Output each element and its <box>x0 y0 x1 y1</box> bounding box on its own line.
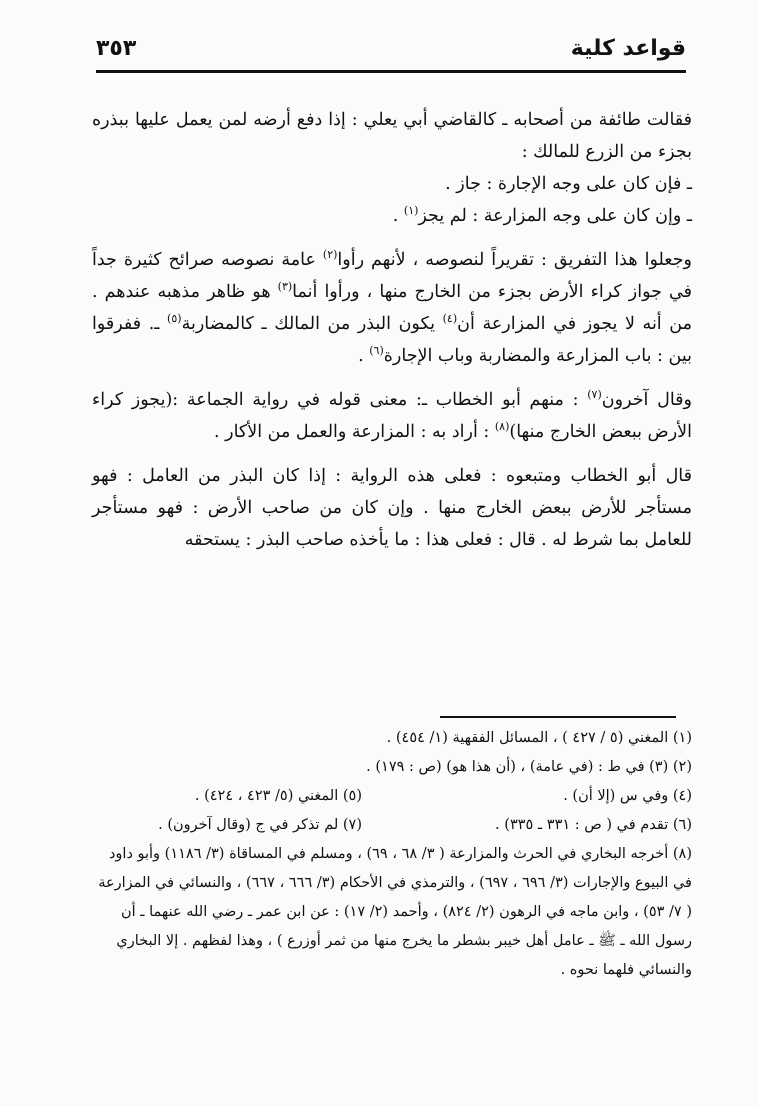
running-title: قواعد كلية <box>570 36 686 61</box>
footnote-7: (٧) لم تذكر في ج (وقال آخرون) . <box>158 817 362 833</box>
footnote-rule <box>440 716 676 718</box>
paragraph-3-text: ـ وإن كان على وجه المزارعة : لم يجز <box>418 206 692 226</box>
running-header <box>96 36 686 66</box>
footnote-row-6-7 <box>92 811 692 840</box>
paragraph-3-end: . <box>392 206 404 226</box>
footnote-ref-6: (٦) <box>369 344 384 358</box>
paragraph-5-text-a: وقال آخرون <box>601 390 692 410</box>
paragraph-2: ـ فإن كان على وجه الإجارة : جاز . <box>445 174 692 194</box>
footnote-1: (١) المغني (٥ / ٤٢٧ ) ، المسائل الفقهية (١/ ٤٥٤) . <box>386 730 692 746</box>
paragraph-1: فقالت طائفة من أصحابه ـ كالقاضي أبي يعلي : إذا دفع أرضه لمن يعمل عليها ببذره بجزء من الزرع للمالك : <box>92 110 692 162</box>
footnote-6: (٦) تقدم في ( ص : ٣٣١ ـ ٣٣٥) . <box>495 817 692 833</box>
footnote-ref-4: (٤) <box>442 312 458 326</box>
paragraph-5 <box>92 384 692 448</box>
paragraph-4-text-c: هو ظاهر مذهبه عندهم . من أنه لا يجوز في المزارعة أن <box>92 282 692 334</box>
paragraph-4-text-f: . <box>358 346 370 366</box>
footnote-ref-1: (١) <box>403 204 419 218</box>
paragraph-4-text-e: ـ. ففرقوا بين : باب المزارعة والمضاربة وباب الإجارة <box>92 314 692 366</box>
paragraph-3 <box>92 200 692 232</box>
paragraph-6: قال أبو الخطاب ومتبعوه : فعلى هذه الرواية : إذا كان البذر من العامل : فهو مستأجر للأرض ببعض الخارج منها . وإن كان من صاحب الأرض : فهو مستأجر للعامل بما شرط له . قال : فعلى هذا : ما يأخذه صاحب البذر : يستحقه <box>92 466 692 550</box>
footnote-ref-3: (٣) <box>277 280 293 294</box>
paragraph-4-text-a: وجعلوا هذا التفريق : تقريراً لنصوصه ، لأنهم رأوا <box>337 250 692 270</box>
paragraph-5-text-c: : أراد به : المزارعة والعمل من الأكار . <box>214 422 495 442</box>
footnote-2-3: (٢) (٣) في ط : (في عامة) ، (أن هذا هو) (ص : ١٧٩) . <box>366 759 692 775</box>
footnote-ref-8: (٨) <box>494 420 510 434</box>
footnote-row-4-5 <box>92 782 692 811</box>
footnote-4: (٤) وفي س (إلا أن) . <box>563 788 692 804</box>
paragraph-4-text-d: يكون البذر من المالك ـ كالمضاربة <box>181 314 443 334</box>
paragraph-5-text-b: : منهم أبو الخطاب ـ: معنى قوله في رواية الجماعة :(يجوز كراء الأرض ببعض الخارج منها) <box>92 390 692 442</box>
paragraph-4-text-b: عامة نصوصه صرائح كثيرة جداً في جواز كراء الأرض بجزء من الخارج منها ، ورأوا أنما <box>92 250 692 302</box>
header-rule <box>96 70 686 73</box>
page-number: ٣٥٣ <box>96 36 137 61</box>
footnote-5: (٥) المغني (٥/ ٤٢٣ ، ٤٢٤) . <box>194 788 362 804</box>
main-text <box>92 104 692 568</box>
footnote-ref-2: (٢) <box>322 248 338 262</box>
footnote-8: (٨) أخرجه البخاري في الحرث والمزارعة ( ٣/ ٦٨ ، ٦٩) ، ومسلم في المساقاة (٣/ ١١٨٦) وأبو داود في البيوع والإجارات (٣/ ٦٩٦ ، ٦٩٧) ، والترمذي في الأحكام (٣/ ٦٦٦ ، ٦٦٧) ، والنسائي في المزارعة ( ٧/ ٥٣) ، وابن ماجه في الرهون (٢/ ٨٢٤) ، وأحمد (٢/ ١٧) : عن ابن عمر ـ رضي الله عنهما ـ أن رسول الله ـ ﷺ ـ عامل أهل خيبر بشطر ما يخرج منها من ثمر أوزرع ) ، وهذا لفظهم . إلا البخاري والنسائي فلهما نحوه . <box>98 846 692 978</box>
paragraph-4 <box>92 244 692 372</box>
footnote-ref-7: (٧) <box>587 388 602 402</box>
footnotes <box>92 724 692 985</box>
footnote-ref-5: (٥) <box>167 312 182 326</box>
